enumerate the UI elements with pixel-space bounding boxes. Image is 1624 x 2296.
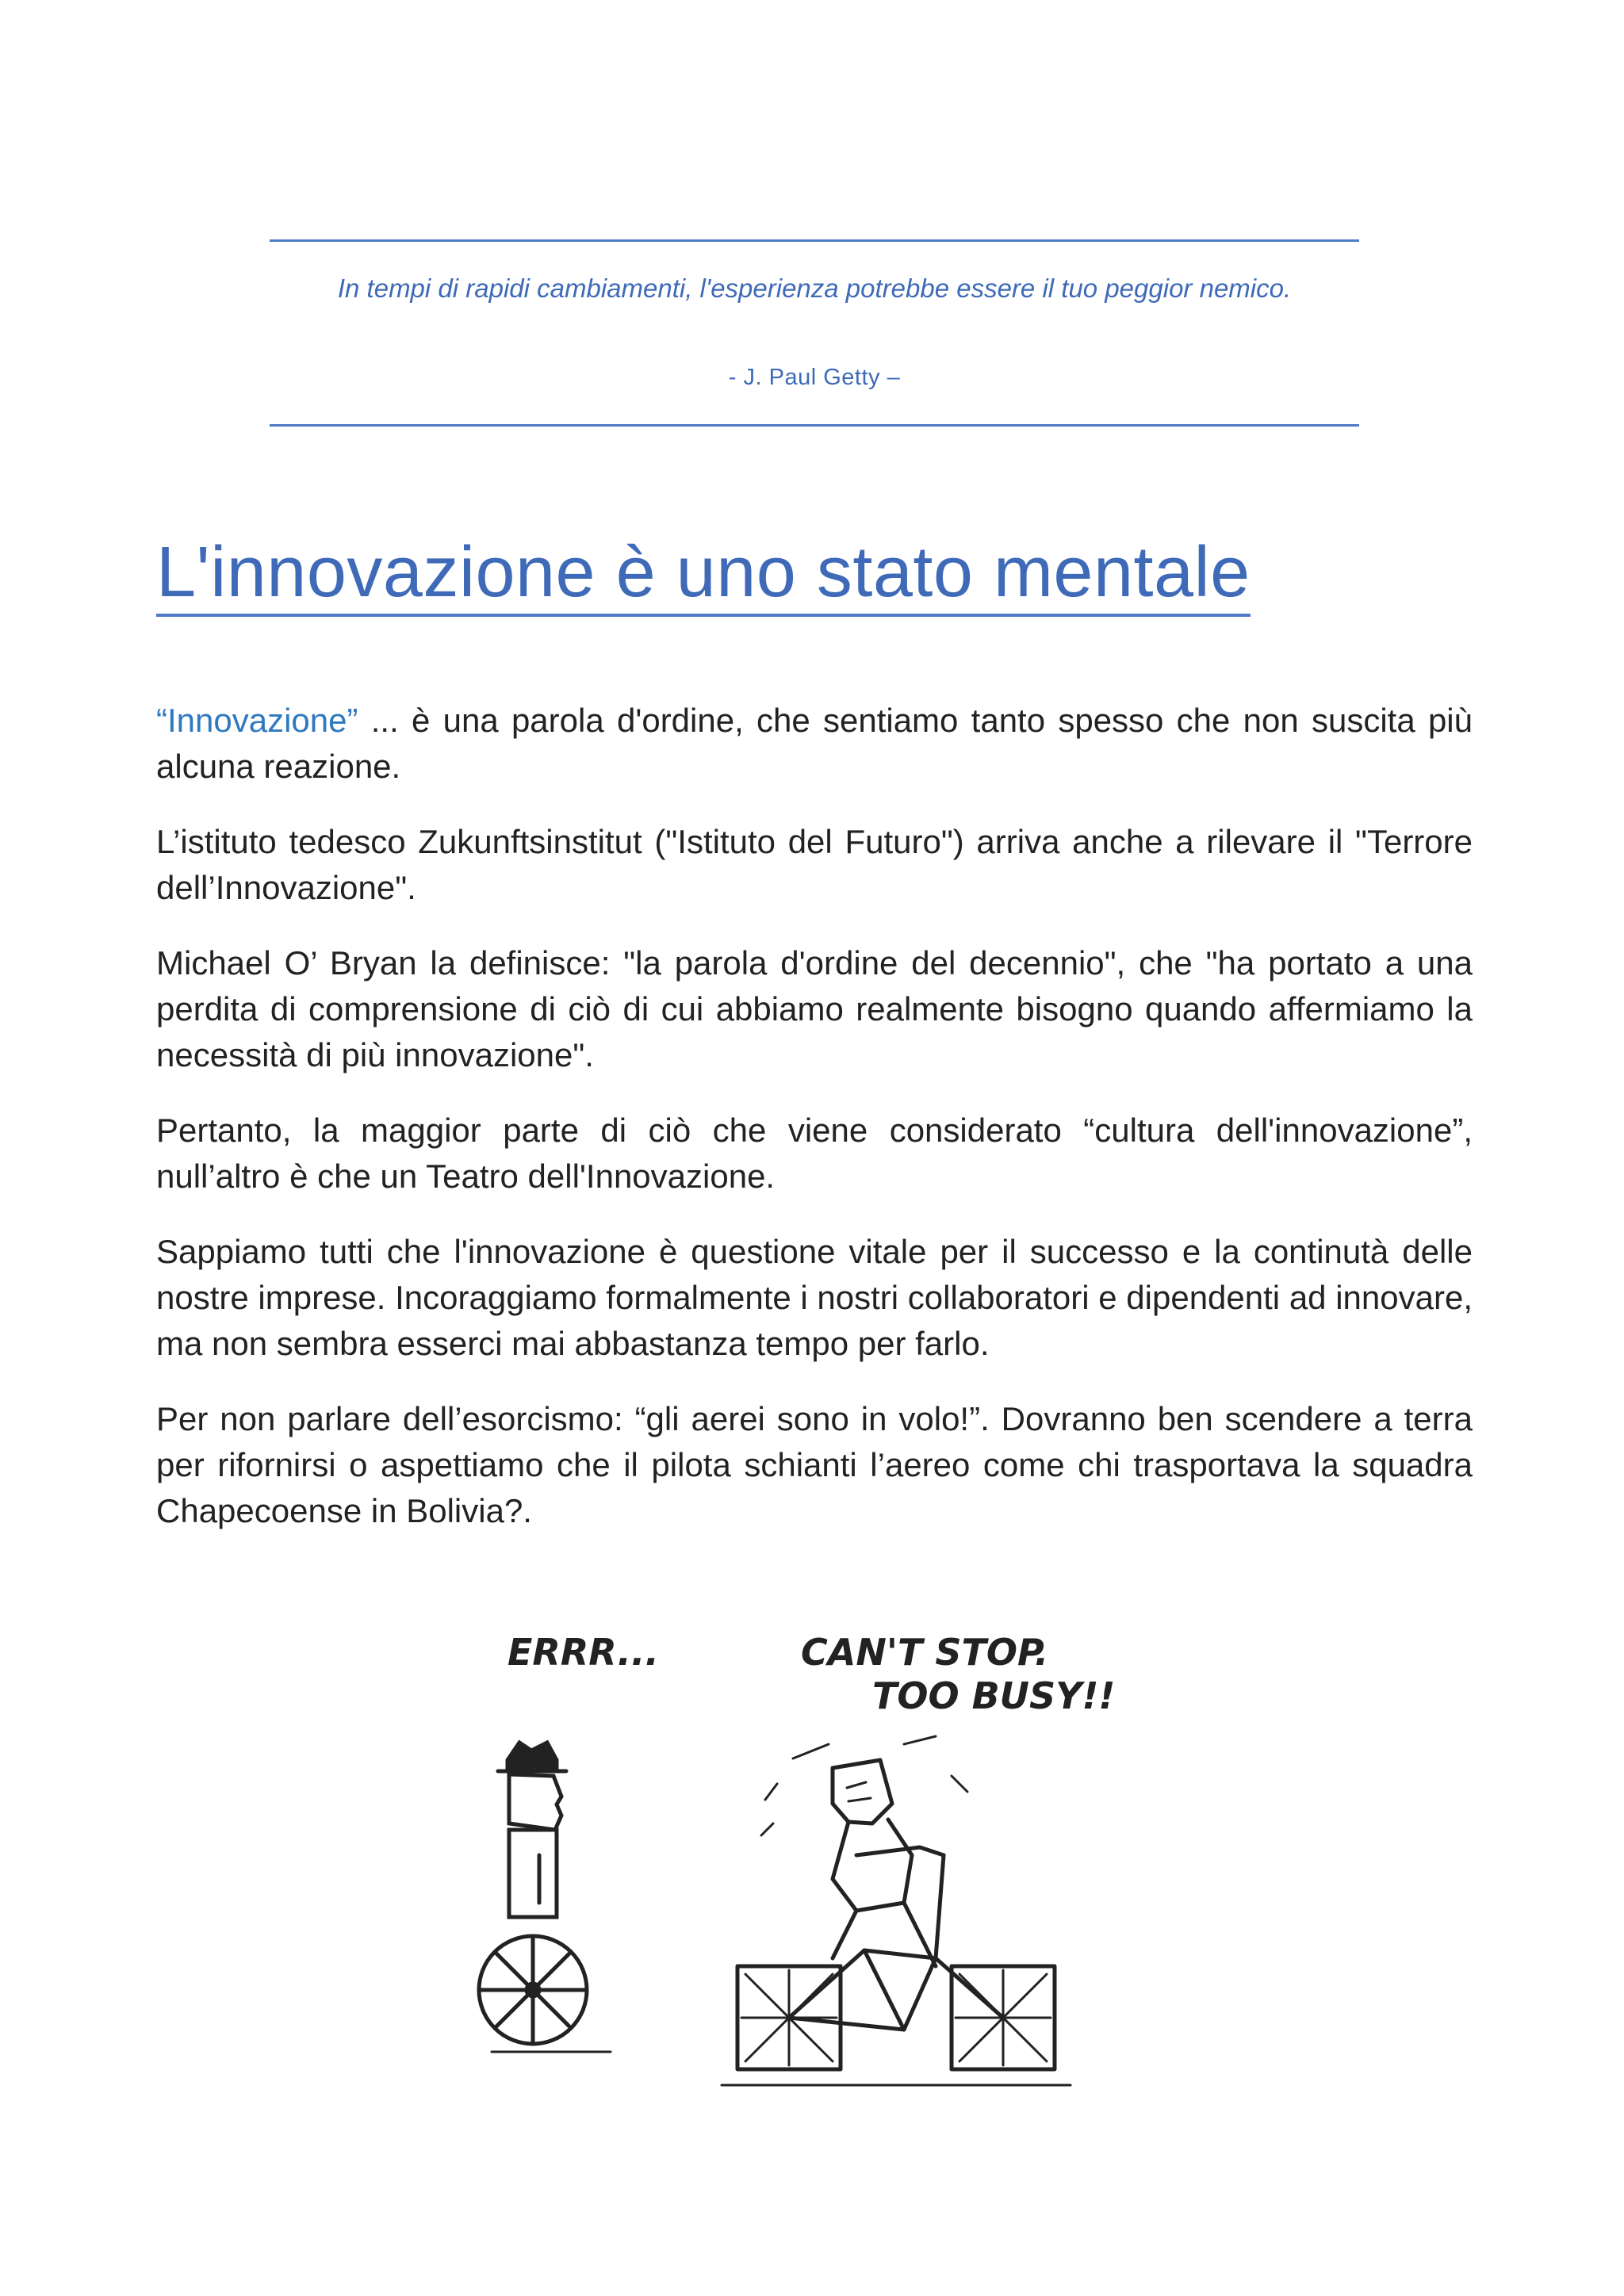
quote-author: - J. Paul Getty – (728, 365, 901, 390)
page-title: L'innovazione è uno stato mentale (156, 535, 1251, 617)
cartoon-caption-right-1: CAN'T STOP. (801, 1631, 1049, 1674)
quote-box (270, 239, 1359, 427)
innovation-keyword: “Innovazione” (156, 702, 358, 739)
paragraph-5: Sappiamo tutti che l'innovazione è questione vitale per il successo e la continutà delle nostre imprese. Incoraggiamo formalmente i nostri collaboratori e dipendenti ad innovare, ma non sembra esserci mai abbastanza tempo per farlo. (156, 1233, 1473, 1362)
busy-cyclist-figure (722, 1736, 1071, 2085)
quote-text: In tempi di rapidi cambiamenti, l'esperienza potrebbe essere il tuo peggior nemico. (337, 274, 1292, 303)
cartoon-caption-left: ERRR... (508, 1631, 659, 1674)
paragraph-4: Pertanto, la maggior parte di ciò che viene considerato “cultura dell'innovazione”, null’altro è che un Teatro dell'Innovazione. (156, 1112, 1473, 1195)
paragraph-1-text: ... è una parola d'ordine, che sentiamo tanto spesso che non suscita più alcuna reazione. (156, 702, 1473, 785)
body-text (156, 698, 1473, 1563)
cartoon-illustration (460, 1617, 1174, 2109)
paragraph-6: Per non parlare dell’esorcismo: “gli aerei sono in volo!”. Dovranno ben scendere a terra per rifornirsi o aspettiamo che il pilota schianti l’aereo come chi trasportava la squadra Chapecoense in Bolivia?. (156, 1400, 1473, 1529)
paragraph-1 (156, 698, 1473, 790)
paragraph-3: Michael O’ Bryan la definisce: "la parola d'ordine del decennio", che "ha portato a una perdita di comprensione di ciò di cui abbiamo realmente bisogno quando affermiamo la necessità di più innovazione". (156, 944, 1473, 1073)
paragraph-2: L’istituto tedesco Zukunftsinstitut ("Istituto del Futuro") arriva anche a rilevare il "Terrore dell’Innovazione". (156, 823, 1473, 906)
hesitant-man-figure (479, 1743, 611, 2052)
cartoon-caption-right-2: TOO BUSY!! (872, 1674, 1116, 1717)
